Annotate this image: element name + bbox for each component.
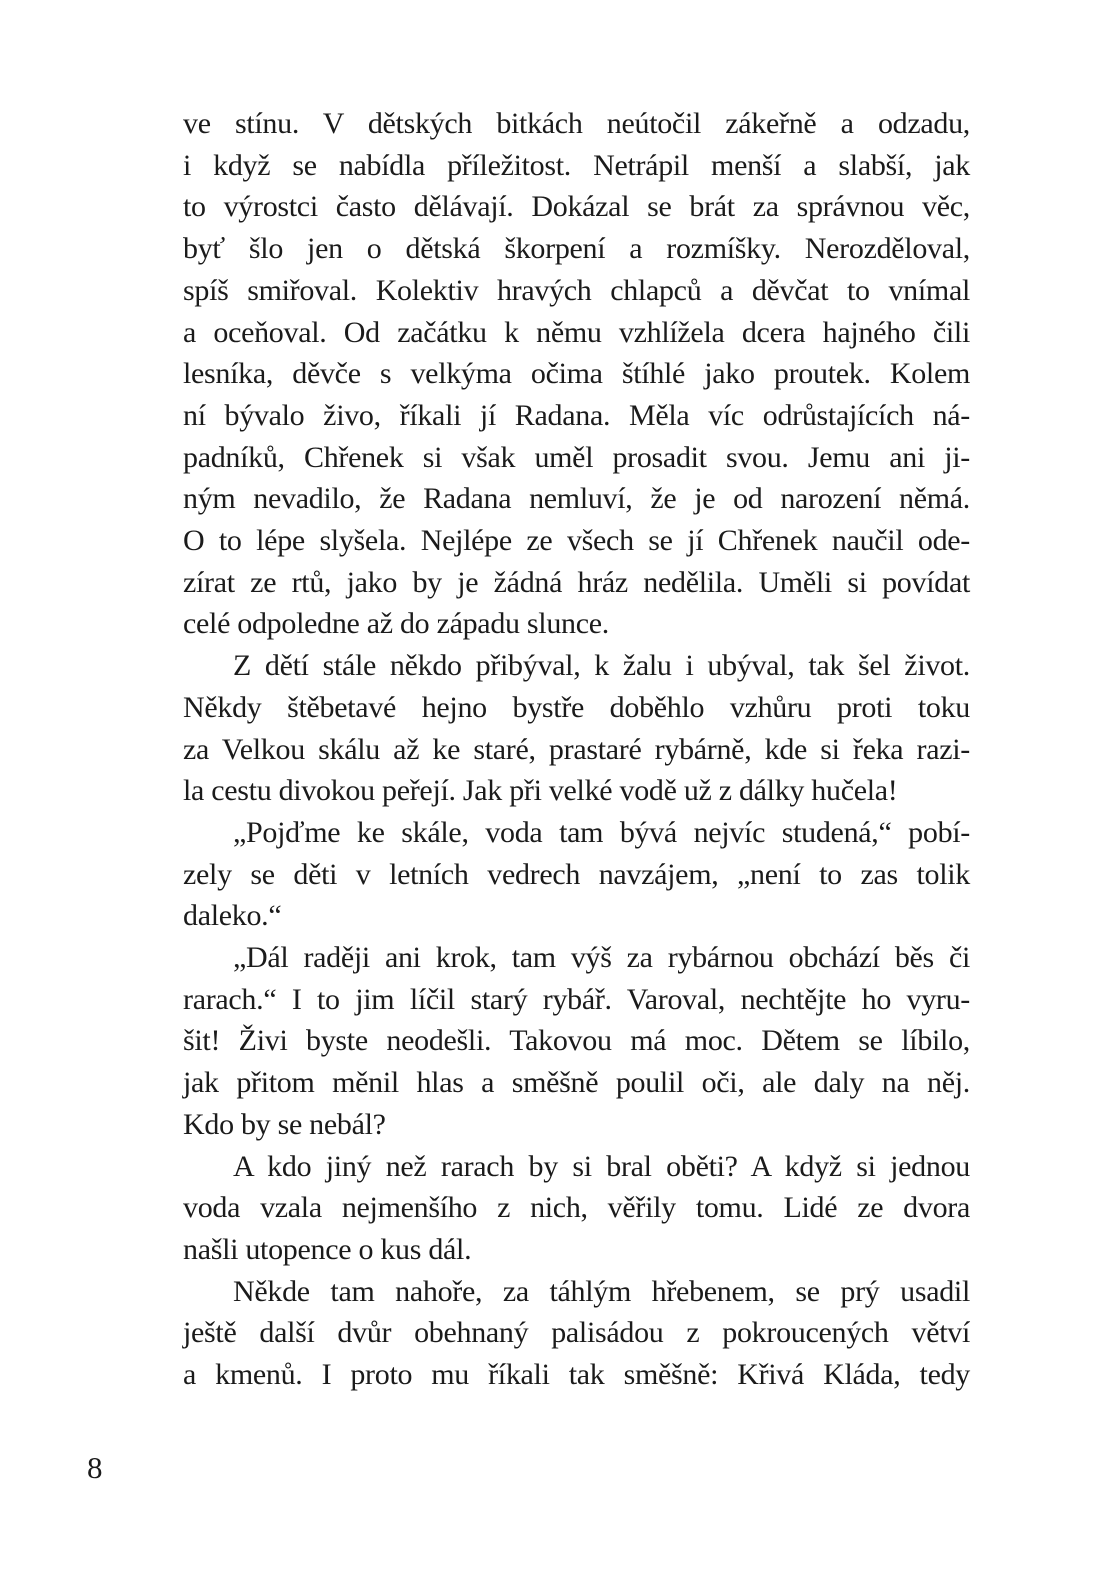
text-line: „Dál raději ani krok, tam výš za rybárnou obchází běs či xyxy=(233,941,970,975)
text-line: i když se nabídla příležitost. Netrápil menší a slabší, jak xyxy=(183,148,970,182)
text-line: padníků, Chřenek si však uměl prosadit svou. Jemu ani ji- xyxy=(183,440,970,474)
text-block xyxy=(183,103,970,1396)
text-line: jak přitom měnil hlas a směšně poulil oči, ale daly na něj. xyxy=(183,1066,970,1100)
text-line: Z dětí stále někdo přibýval, k žalu i ubýval, tak šel život. xyxy=(233,649,970,683)
text-line: ještě další dvůr obehnaný palisádou z pokroucených větví xyxy=(183,1316,970,1350)
text-line: lesníka, děvče s velkýma očima štíhlé jako proutek. Kolem xyxy=(183,357,970,391)
text-line: za Velkou skálu až ke staré, prastaré rybárně, kde si řeka razi- xyxy=(183,732,970,766)
page-number: 8 xyxy=(87,1450,103,1485)
text-line: la cestu divokou peřejí. Jak při velké vodě už z dálky hučela! xyxy=(183,774,898,808)
text-line: zírat ze rtů, jako by je žádná hráz nedělila. Uměli si povídat xyxy=(183,565,970,599)
text-line: našli utopence o kus dál. xyxy=(183,1232,472,1266)
text-line: O to lépe slyšela. Nejlépe ze všech se jí Chřenek naučil ode- xyxy=(183,524,970,558)
text-line: A kdo jiný než rarach by si bral oběti? A když si jednou xyxy=(233,1149,970,1183)
text-line: a kmenů. I proto mu říkali tak směšně: Křivá Kláda, tedy xyxy=(183,1358,970,1392)
text-line: Někdy štěbetavé hejno bystře doběhlo vzhůru proti toku xyxy=(183,690,970,724)
text-line: ní bývalo živo, říkali jí Radana. Měla víc odrůstajících ná- xyxy=(183,398,970,432)
paragraph xyxy=(183,812,970,937)
text-line: Kdo by se nebál? xyxy=(183,1107,386,1141)
text-line: ve stínu. V dětských bitkách neútočil zákeřně a odzadu, xyxy=(183,107,970,140)
text-line: spíš smiřoval. Kolektiv hravých chlapců a děvčat to vnímal xyxy=(183,273,970,307)
text-line: šit! Živi byste neodešli. Takovou má moc. Dětem se líbilo, xyxy=(183,1024,970,1058)
paragraph xyxy=(183,103,970,645)
text-line: a oceňoval. Od začátku k němu vzhlížela dcera hajného čili xyxy=(183,315,970,349)
paragraph xyxy=(183,937,970,1146)
text-line: voda vzala nejmenšího z nich, věřily tomu. Lidé ze dvora xyxy=(183,1191,970,1225)
text-line: rarach.“ I to jim líčil starý rybář. Varoval, nechtějte ho vyru- xyxy=(183,982,970,1016)
text-line: ným nevadilo, že Radana nemluví, že je od narození němá. xyxy=(183,482,970,516)
text-line: zely se děti v letních vedrech navzájem, „není to zas tolik xyxy=(183,857,970,891)
text-line: Někde tam nahoře, za táhlým hřebenem, se prý usadil xyxy=(233,1274,970,1308)
paragraph xyxy=(183,1271,970,1396)
text-line: byť šlo jen o dětská škorpení a rozmíšky. Nerozděloval, xyxy=(183,232,970,266)
paragraph xyxy=(183,1146,970,1271)
text-line: celé odpoledne až do západu slunce. xyxy=(183,607,609,641)
text-line: to výrostci často dělávají. Dokázal se brát za správnou věc, xyxy=(183,190,970,224)
text-line: daleko.“ xyxy=(183,899,282,933)
text-line: „Pojďme ke skále, voda tam bývá nejvíc studená,“ pobí- xyxy=(233,815,970,849)
paragraph xyxy=(183,645,970,812)
